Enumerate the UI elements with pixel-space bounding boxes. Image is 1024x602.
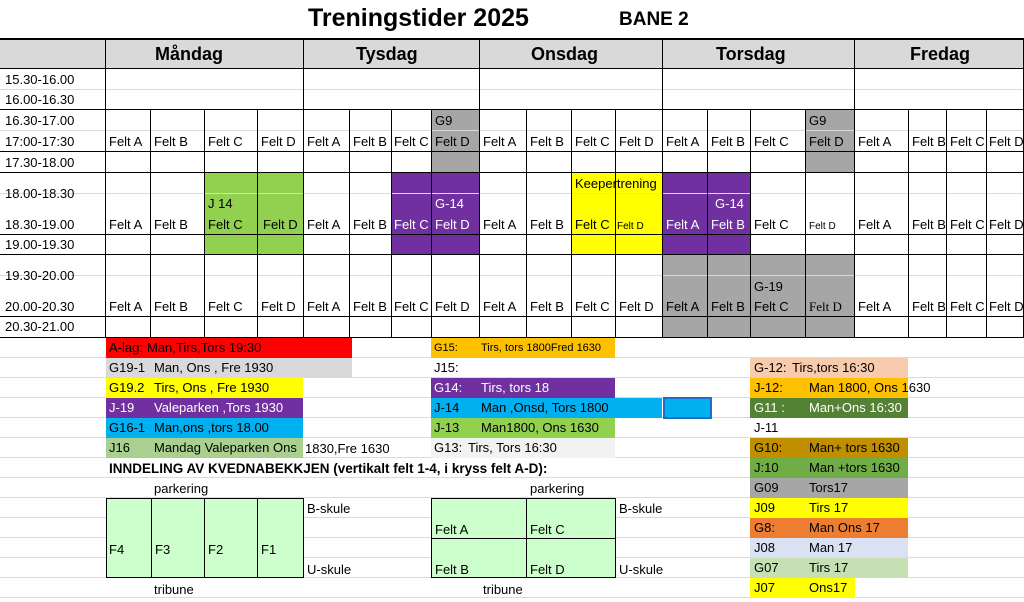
felt-cell: Felt D (619, 134, 654, 149)
time-label: 19.00-19.30 (5, 237, 75, 252)
block-label: G9 (809, 113, 827, 128)
felt-cell: Felt D (617, 221, 644, 232)
felt-cell: Felt C (394, 299, 429, 314)
felt-cell: Felt A (109, 299, 143, 314)
legend-code: G19.2 (109, 380, 145, 395)
felt-cell: Felt D (435, 134, 470, 149)
field-f1: F1 (261, 542, 277, 557)
legend-code: J-12: (754, 380, 783, 395)
felt-cell: Felt C (208, 134, 243, 149)
legend-item (431, 378, 615, 398)
b-skule-label: B-skule (307, 501, 351, 516)
legend-item (431, 418, 615, 438)
legend-code: J08 (754, 540, 775, 555)
legend-item (431, 398, 662, 418)
legend-item (106, 338, 352, 358)
felt-cell: Felt D (809, 299, 842, 314)
selected-cell[interactable] (663, 397, 712, 419)
day-header-tuesday: Tysdag (356, 44, 418, 64)
felt-cell: Felt A (858, 299, 892, 314)
felt-cell: Felt D (435, 217, 470, 232)
legend-text: Man Ons 17 (809, 520, 880, 535)
legend-item (750, 538, 908, 558)
felt-cell: Felt C (950, 299, 985, 314)
legend-item (106, 378, 303, 398)
legend-tail: 1830,Fre 1630 (305, 441, 390, 456)
felt-cell: Felt A (109, 217, 143, 232)
felt-cell: Felt B (530, 134, 564, 149)
felt-cell: Felt A (666, 217, 700, 232)
felt-cell: Felt A (483, 299, 517, 314)
field-felt-d: Felt D (530, 562, 565, 577)
legend-text: Tirs, Ons , Fre 1930 (154, 380, 270, 395)
felt-cell: Felt B (711, 134, 745, 149)
time-label: 18.00-18.30 (5, 186, 75, 201)
time-label: 16.00-16.30 (5, 92, 75, 107)
field-f2: F2 (208, 542, 224, 557)
tribune-label: tribune (154, 582, 194, 597)
legend-text: Man+ tors 1630 (809, 440, 900, 455)
u-skule-label: U-skule (307, 562, 352, 577)
legend-item (750, 418, 908, 438)
time-label: 17.30-18.00 (5, 155, 75, 170)
legend-text: Man+Ons 16:30 (809, 400, 902, 415)
legend-code: G14: (434, 380, 463, 395)
field-map-vertical (106, 498, 304, 578)
felt-cell: Felt B (912, 217, 946, 232)
felt-cell: Felt B (353, 299, 387, 314)
block-label: G-14 (715, 196, 744, 211)
legend-text: Tirs, Tors 16:30 (468, 440, 557, 455)
felt-cell: Felt C (394, 217, 429, 232)
block-label: G9 (435, 113, 453, 128)
felt-cell: Felt B (154, 299, 188, 314)
felt-cell: Felt A (307, 217, 341, 232)
felt-cell: Felt C (575, 134, 610, 149)
legend-text: Man +tors 1630 (809, 460, 900, 475)
legend-item (431, 338, 615, 358)
legend-code: G11 : (754, 400, 785, 415)
felt-cell: Felt C (754, 299, 789, 314)
felt-cell: Felt D (619, 299, 654, 314)
legend-code: G10: (754, 440, 783, 455)
legend-code: J15: (434, 360, 459, 375)
day-header-friday: Fredag (910, 44, 971, 64)
legend-text: Man,ons ,tors 18.00 (154, 420, 269, 435)
b-skule-label: B-skule (619, 501, 663, 516)
day-header-thursday: Torsdag (716, 44, 786, 64)
felt-cell: Felt D (989, 217, 1024, 232)
legend-text: Tirs, tors 18 (481, 380, 550, 395)
legend-code: J07 (754, 580, 775, 595)
parkering-label: parkering (530, 481, 585, 496)
felt-cell: Felt B (154, 134, 188, 149)
block-label: J 14 (208, 196, 233, 211)
felt-cell: Felt B (353, 134, 387, 149)
legend-text: Tirs,tors 16:30 (792, 360, 875, 375)
felt-cell: Felt C (754, 217, 789, 232)
field-f3: F3 (155, 542, 171, 557)
felt-cell: Felt A (666, 134, 700, 149)
felt-cell: Felt B (530, 217, 564, 232)
field-felt-c: Felt C (530, 522, 565, 537)
felt-cell: Felt A (307, 299, 341, 314)
legend-item (106, 398, 303, 418)
tribune-label: tribune (483, 582, 523, 597)
felt-cell: Felt B (353, 217, 387, 232)
legend-item (431, 358, 615, 378)
legend-text: Tors17 (809, 480, 849, 495)
legend-item (750, 478, 908, 498)
legend-text: Valeparken ,Tors 1930 (154, 400, 284, 415)
legend-code: G13: (434, 440, 463, 455)
felt-cell: Felt C (950, 134, 985, 149)
felt-cell: Felt C (754, 134, 789, 149)
legend-item (750, 458, 908, 478)
day-header-row (0, 38, 1024, 68)
field-felt-a: Felt A (435, 522, 469, 537)
legend-item (106, 438, 303, 458)
block-label: G-19 (754, 279, 783, 294)
time-label: 17:00-17:30 (5, 134, 75, 149)
felt-cell: Felt D (261, 134, 296, 149)
parkering-label: parkering (154, 481, 209, 496)
legend-item (750, 378, 931, 398)
time-label: 19.30-20.00 (5, 268, 75, 283)
felt-cell: Felt B (711, 299, 745, 314)
felt-cell: Felt A (109, 134, 143, 149)
legend-text: Tirs 17 (809, 560, 849, 575)
legend-item (106, 418, 303, 438)
time-label: 20.00-20.30 (5, 299, 75, 314)
legend-code: J16 (109, 440, 130, 455)
felt-cell: Felt C (208, 217, 243, 232)
felt-cell: Felt D (809, 134, 844, 149)
felt-cell: Felt D (435, 299, 470, 314)
legend-code: G16-1 (109, 420, 146, 435)
legend-code: G19-1 (109, 360, 146, 375)
felt-cell: Felt C (394, 134, 429, 149)
field-f4: F4 (109, 542, 125, 557)
felt-cell: Felt A (666, 299, 700, 314)
time-label: 20.30-21.00 (5, 319, 75, 334)
legend-text: Man ,Onsd, Tors 1800 (481, 400, 609, 415)
legend-item (750, 518, 908, 538)
legend-code: J-11 (754, 420, 779, 435)
felt-cell: Felt C (950, 217, 985, 232)
legend-item (750, 438, 908, 458)
day-header-wednesday: Onsdag (531, 44, 599, 64)
legend-item (431, 438, 615, 458)
page-title: Treningstider 2025 (308, 4, 529, 32)
felt-cell: Felt D (809, 221, 836, 232)
time-label: 18.30-19.00 (5, 217, 75, 232)
j14-mandag-block (205, 173, 303, 254)
felt-cell: Felt D (989, 134, 1024, 149)
felt-cell: Felt A (483, 217, 517, 232)
legend-text: Mandag Valeparken Ons (154, 440, 297, 455)
legend-text: Man,Tirs,Tors 19:30 (147, 340, 262, 355)
legend-code: G09 (754, 480, 779, 495)
legend-code: J-19 (109, 400, 135, 415)
g14-tysdag-block (392, 173, 480, 254)
felt-cell: Felt B (154, 217, 188, 232)
legend-code: J09 (754, 500, 775, 515)
time-label: 15.30-16.00 (5, 72, 75, 87)
legend-code: G15: (434, 342, 458, 354)
legend-item (750, 498, 908, 518)
felt-cell: Felt C (575, 217, 610, 232)
felt-cell: Felt B (912, 299, 946, 314)
felt-cell: Felt D (261, 299, 296, 314)
felt-cell: Felt A (858, 217, 892, 232)
time-label: 16.30-17.00 (5, 113, 75, 128)
felt-cell: Felt B (912, 134, 946, 149)
legend-code: A-lag: (109, 340, 143, 355)
block-label: Keepertrening (575, 176, 657, 191)
felt-cell: Felt A (307, 134, 341, 149)
felt-cell: Felt D (263, 217, 298, 232)
field-label: BANE 2 (619, 9, 689, 30)
felt-cell: Felt C (575, 299, 610, 314)
g19-torsdag-block (663, 255, 854, 337)
legend-item (750, 398, 908, 418)
legend-item (750, 558, 908, 578)
u-skule-label: U-skule (619, 562, 664, 577)
felt-cell: Felt B (530, 299, 564, 314)
legend-text: Man1800, Ons 1630 (481, 420, 599, 435)
felt-cell: Felt A (483, 134, 517, 149)
inndeling-heading: INNDELING AV KVEDNABEKKJEN (vertikalt felt 1-4, i kryss felt A-D): (109, 461, 548, 476)
legend-code: J:10 (754, 460, 779, 475)
felt-cell: Felt C (208, 299, 243, 314)
day-header-monday: Måndag (155, 44, 224, 64)
felt-cell: Felt D (989, 299, 1024, 314)
legend-text: Tirs 17 (809, 500, 849, 515)
legend-text: Ons17 (809, 580, 848, 595)
legend-code: J-13 (434, 420, 460, 435)
legend-item (750, 358, 908, 378)
felt-cell: Felt A (858, 134, 892, 149)
legend-text: Man, Ons , Fre 1930 (154, 360, 274, 375)
legend-code: G-12: (754, 360, 787, 375)
field-felt-b: Felt B (435, 562, 469, 577)
legend-text: Man 1800, Ons 1630 (809, 380, 931, 395)
legend-code: G07 (754, 560, 779, 575)
felt-cell: Felt B (711, 217, 745, 232)
legend-code: G8: (754, 520, 775, 535)
block-label: G-14 (435, 196, 464, 211)
legend-text: Man 17 (809, 540, 853, 555)
legend-code: J-14 (434, 400, 460, 415)
legend-item (750, 578, 855, 598)
legend-text: Tirs, tors 1800Fred 1630 (481, 342, 602, 354)
legend-item (106, 358, 352, 378)
